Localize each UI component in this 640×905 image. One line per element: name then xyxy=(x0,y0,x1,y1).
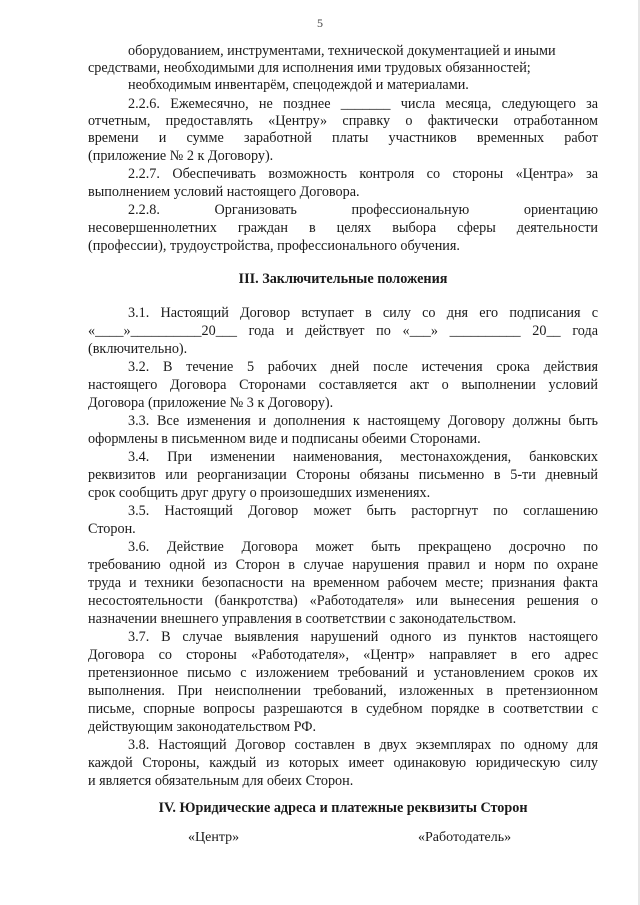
text-line: «____»__________20___ года и действует по «___» __________ 20__ года xyxy=(88,323,598,339)
text-line: 3.4. При изменении наименования, местонахождения, банковских xyxy=(128,449,598,465)
text-line: назначении внешнего управления в соответствии с законодательством. xyxy=(88,611,517,627)
text-line: 3.6. Действие Договора может быть прекращено досрочно по xyxy=(128,539,598,555)
text-line: 2.2.8. Организовать профессиональную ориентацию xyxy=(128,202,598,218)
text-line: 3.2. В течение 5 рабочих дней после истечения срока действия xyxy=(128,359,598,375)
text-line: отчетным, предоставлять «Центру» справку о фактически отработанном xyxy=(88,113,598,129)
section-heading-3: III. Заключительные положения xyxy=(238,271,448,287)
section-heading-4: IV. Юридические адреса и платежные реквизиты Сторон xyxy=(158,800,528,816)
text-line: 2.2.6. Ежемесячно, не позднее _______ числа месяца, следующего за xyxy=(128,96,598,112)
text-line: несовершеннолетних граждан в целях выбора сферы деятельности xyxy=(88,220,598,236)
text-line: и является обязательным для обеих Сторон. xyxy=(88,773,354,789)
party-center-label: «Центр» xyxy=(188,830,240,845)
text-line: письме, спорные вопросы разрешаются в судебном порядке в соответствии с xyxy=(88,701,598,717)
text-line: 3.3. Все изменения и дополнения к настоящему Договору должны быть xyxy=(128,413,598,429)
text-line: выполнением условий настоящего Договора. xyxy=(88,184,360,200)
text-line: 3.8. Настоящий Договор составлен в двух экземплярах по одному для xyxy=(128,737,598,753)
text-line: 3.7. В случае выявления нарушений одного из пунктов настоящего xyxy=(128,629,598,645)
text-line: (приложение № 2 к Договору). xyxy=(88,148,274,164)
text-line: оборудованием, инструментами, технической документацией и иными xyxy=(128,43,556,59)
text-line: каждой Стороны, каждый из которых имеет одинаковую юридическую силу xyxy=(88,755,598,771)
text-line: оформлены в письменном виде и подписаны обеими Сторонами. xyxy=(88,431,481,447)
text-line: (включительно). xyxy=(88,341,188,357)
text-line: Сторон. xyxy=(88,521,136,537)
text-line: Договора (приложение № 3 к Договору). xyxy=(88,395,334,411)
text-line: средствами, необходимыми для исполнения ими трудовых обязанностей; xyxy=(88,60,531,76)
page-number: 5 xyxy=(317,16,323,30)
text-line: Договора со стороны «Работодателя», «Центр» направляет в его адрес xyxy=(88,647,598,663)
text-line: необходимым инвентарём, спецодеждой и материалами. xyxy=(128,77,469,93)
text-line: выполнения. При неисполнении требований, изложенных в претензионном xyxy=(88,683,598,699)
text-line: несостоятельности (банкротства) «Работодателя» или вынесения решения о xyxy=(88,593,598,609)
text-line: срок сообщить друг другу о произошедших изменениях. xyxy=(88,485,431,501)
text-line: труда и техники безопасности на временном рабочем месте; признания факта xyxy=(88,575,598,591)
text-line: претензионное письмо с изложением требований и установлением сроков их xyxy=(88,665,598,681)
text-line: требованию одной из Сторон в случае нарушения правил и норм по охране xyxy=(88,557,598,573)
text-line: реквизитов или реорганизации Стороны обязаны письменно в 5-ти дневный xyxy=(88,467,598,483)
text-line: действующим законодательством РФ. xyxy=(88,719,317,735)
text-line: (профессии), трудоустройства, профессионального обучения. xyxy=(88,238,460,254)
text-line: 3.1. Настоящий Договор вступает в силу со дня его подписания с xyxy=(128,305,598,321)
text-line: времени и сумме заработной платы участников временных работ xyxy=(88,130,598,146)
text-line: 2.2.7. Обеспечивать возможность контроля со стороны «Центра» за xyxy=(128,166,598,182)
text-line: 3.5. Настоящий Договор может быть расторгнут по соглашению xyxy=(128,503,598,519)
text-line: настоящего Договора Сторонами составляется акт о выполнении условий xyxy=(88,377,598,393)
party-employer-label: «Работодатель» xyxy=(418,830,512,845)
